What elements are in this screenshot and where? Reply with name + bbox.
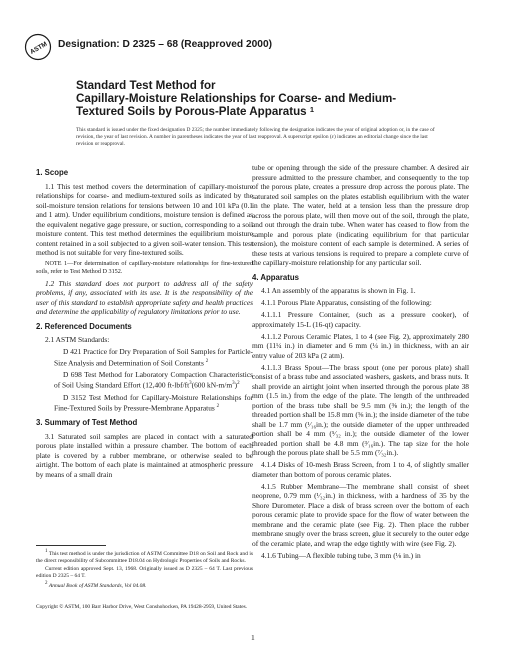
paragraph-3-1-continued: tube or opening through the side of the pressure chamber. A desired air pressure admitted to the pressure chamber, and consequently to the top of the porous plate, creates a pressure drop across the porous plate. The saturated soil samples on the plates establish equilibrium with the water in the plate. The water, held at a tension less than the pressure drop across the porous plate, will then move out of the soil, through the plate, and out through the drain tube. When water has ceased to flow from the sample and porous plate (indicating equilibrium for that particular tension), the moisture content of each sample is determined. A series of these tests at various tensions is required to prepare a complete curve of the capillary-moisture relationship for any particular soil. [252,163,469,267]
footnote-divider [36,545,106,546]
paragraph-1-1: 1.1 This test method covers the determination of capillary-moisture relationships for coarse- and medium-textured soils as indicated by the soil-moisture tension relations for tensions between 10 and 101 kPa (0.1 and 1 atm). Under equilibrium conditions, moisture tension is defined as the equivalent negative gage pressure, or suction, corresponding to a soil moisture content. This test method determines the equilibrium moisture content retained in a soil subjected to a given soil-water tension. This test method is not suitable for very fine-textured soils. [36,181,253,257]
section-3-heading: 3. Summary of Test Method [36,418,138,428]
paragraph-4-1-1: 4.1.1 Porous Plate Apparatus, consisting of the following: [261,298,432,307]
title-footnote-ref: 1 [309,105,315,115]
footnote-2-mark: 2 [45,581,48,587]
paragraph-4-1-6: 4.1.6 Tubing—A flexible tubing tube, 3 mm (⅛ in.) in [261,550,421,560]
footnote-1-text: This test method is under the jurisdiction of ASTM Committee D18 on Soil and Rock and is the direct responsibility of Subcommittee D18.04 on Hydrologic Properties of Soils and Rocks. [36,550,253,564]
paragraph-4-1-1-3: 4.1.1.3 Brass Spout—The brass spout (one per porous plate) shall consist of a brass tube and associated washers, gaskets, and brass nuts. It shall provide an airtight joint when inserted through the porous plate 38 mm (1.5 in.) from the edge of the plate. The length of the unthreaded portion of the brass tube shall be 9.5 mm (⅜ in.); the length of the threaded portion shall be 15.8 mm (⅝ in.); the inside diameter of the tube shall be 1.7 mm (¹⁄₁₆in.); the outside diameter of the upper unthreaded portion shall be 4 mm (⁵⁄₃₂ in.); the outside diameter of the lower threaded portion shall be 4.8 mm (³⁄₁₆in.). The tap size for the hole through the porous plate shall be 5.5 mm (⁷⁄₃₂in.). [252,362,469,457]
reference-d698-sup: 2 [237,381,240,387]
title-line-2: Capillary-Moisture Relationships for Coarse- and Medium- [76,92,397,106]
designation: Designation: D 2325 – 68 (Reapproved 2000) [58,39,273,50]
section-4-heading: 4. Apparatus [252,272,299,282]
issuance-notice: This standard is issued under the fixed designation D 2325; the number immediately following the designation indicates the year of original adoption or, in the case of revision, the year of last revision. A number in parentheses indicates the year of last reapproval. A superscript epsilon (ε) indicates an editorial change since the last revision or reapproval. [76,127,435,148]
astm-logo-icon [24,33,52,61]
paragraph-4-1-1-2: 4.1.1.2 Porous Ceramic Plates, 1 to 4 (see Fig. 2), approximately 280 mm (11¼ in.) in diameter and 6 mm (¼ in.) in thickness, with an air entry value of 203 kPa (2 atm). [252,331,469,360]
reference-d421-sup: 2 [205,358,209,364]
footnote-1-mark: 1 [45,549,48,554]
title-line-3-wrap [76,105,456,118]
reference-d698-tail: (600 kN-m/m [191,380,233,390]
reference-d698-text: D 698 Test Method for Laboratory Compaction Characteristics of Soil Using Standard Effort (12,400 ft-lbf/ft [54,369,253,390]
paragraph-3-1: 3.1 Saturated soil samples are placed in contact with a saturated porous plate installed within a pressure chamber. The bottom of each plate is covered by a rubber membrane, or otherwise sealed to be airtight. The bottom of each plate is maintained at atmospheric pressure by means of a small drain [36,431,253,479]
paragraph-4-1-5: 4.1.5 Rubber Membrane—The membrane shall consist of sheet neoprene, 0.79 mm (¹⁄₃₂in.) in thickness, with a hardness of 35 by the Shore Durometer. Place a disk of brass screen over the bottom of each porous ceramic plate to provide space for the flow of water between the membrane and the ceramic plate (see Fig. 2). Then place the rubber membrane snugly over the brass screen, glue it securely to the outer edge of the ceramic plate, and wrap the edge tightly with wire (see Fig. 2). [252,481,469,548]
paragraph-4-1-1-1: 4.1.1.1 Pressure Container, (such as a pressure cooker), of approximately 15-L (16-qt) capacity. [252,310,469,329]
footnotes [36,549,253,591]
footnote-2-text: Annual Book of ASTM Standards, Vol 04.08. [48,582,147,589]
note-1: NOTE 1—For determination of capillary-moisture relationships for fine-textured soils, refer to Test Method D 3152. [36,260,253,275]
footnote-1b: Current edition approved Sept. 13, 1968. Originally issued as D 2325 – 64 T. Last previous edition D 2325 – 64 T. [36,565,253,579]
copyright: Copyright © ASTM, 100 Barr Harbor Drive, West Conshohocken, PA 19428-2959, United States. [36,604,248,610]
reference-d3152-text: D 3152 Test Method for Capillary-Moisture Relationships for Fine-Textured Soils by Pressure-Membrane Apparatus [54,392,253,413]
paragraph-4-1-4: 4.1.4 Disks of 10-mesh Brass Screen, from 1 to 4, of slightly smaller diameter than bottom of porous ceramic plates. [252,460,469,479]
reference-d698: D 698 Test Method for Laboratory Compaction Characteristics of Soil Using Standard Effort (12,400 $ft-lbf/ft^3(600$ $kN-m/m^3)^2$ [54,369,253,390]
reference-d698-exp2: 3 [232,381,235,387]
svg-text:ASTM: ASTM [29,40,49,56]
section-1-heading: 1. Scope [36,168,69,177]
reference-d421-text: D 421 Practice for Dry Preparation of Soil Samples for Particle-Size Analysis and Determination of Soil Constants [54,347,253,367]
page-number: 1 [251,633,255,642]
header [24,33,494,63]
footnote-1 [36,549,253,564]
reference-d421 [36,347,253,367]
reference-d698-exp: 3 [189,381,192,387]
title-line-3: Textured Soils by Porous-Plate Apparatus [76,105,307,119]
left-column [36,163,253,482]
paragraph-4-1: 4.1 An assembly of the apparatus is shown in Fig. 1. [261,286,416,295]
document-title [76,79,456,119]
section-2-heading: 2. Referenced Documents [36,321,132,331]
right-column [252,163,469,563]
footnote-2 [36,581,253,590]
title-line-1: Standard Test Method for [76,79,216,92]
paragraph-2-1: 2.1 ASTM Standards: [45,335,110,344]
paragraph-1-2: 1.2 This standard does not purport to address all of the safety problems, if any, associated with its use. It is the responsibility of the user of this standard to establish appropriate safety and health practices and determine the applicability of regulatory limitations prior to use. [36,278,253,316]
reference-d3152-sup: 2 [216,404,220,410]
reference-d3152 [36,393,253,413]
